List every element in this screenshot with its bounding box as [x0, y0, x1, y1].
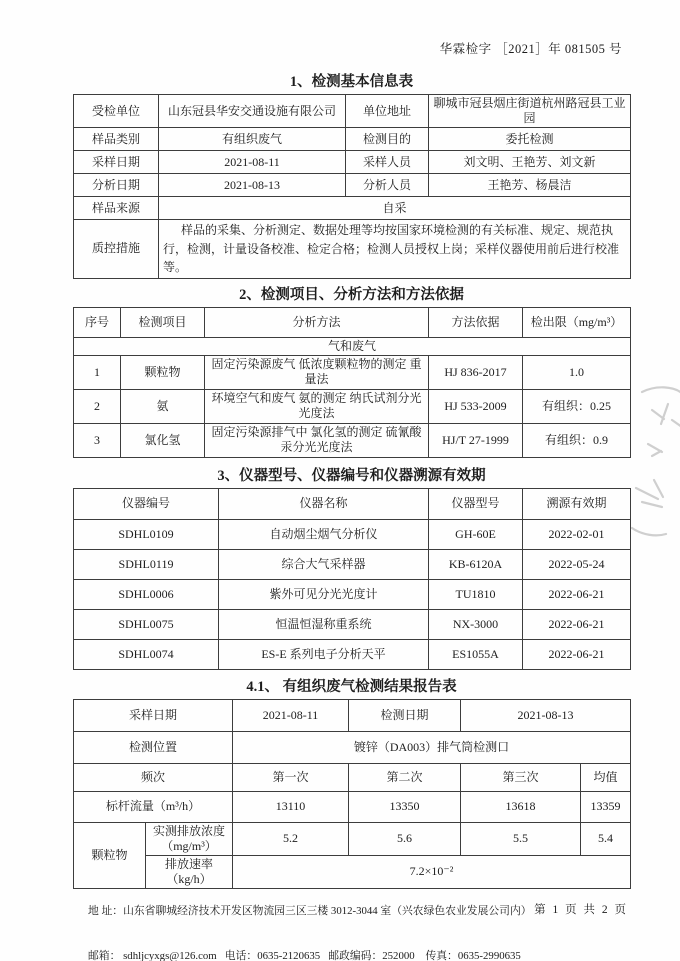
table-header-row	[74, 488, 631, 519]
table-row	[74, 549, 631, 579]
concentration-value: 5.6	[349, 822, 461, 855]
column-header: 均值	[581, 763, 631, 791]
table-row	[74, 355, 631, 389]
table-row	[74, 128, 631, 151]
section1-title: 1、检测基本信息表	[289, 74, 414, 90]
analysis-method: 固定污染源排气中 氯化氢的测定 硫氰酸汞分光光度法	[205, 423, 429, 457]
flow-value: 13359	[581, 791, 631, 822]
column-header: 检测项目	[121, 307, 205, 337]
category-band-row	[74, 337, 631, 355]
instrument-model: TU1810	[429, 579, 523, 609]
trace-valid-date: 2022-06-21	[523, 639, 631, 669]
table-row	[74, 389, 631, 423]
field-label: 样品类别	[74, 128, 159, 151]
flow-value: 13350	[349, 791, 461, 822]
field-value: 王艳芳、杨晨洁	[429, 174, 631, 197]
instrument-name: 自动烟尘烟气分析仪	[219, 519, 429, 549]
table-row	[74, 423, 631, 457]
trace-valid-date: 2022-02-01	[523, 519, 631, 549]
field-label: 检测位置	[74, 731, 233, 763]
field-label: 排放速率（kg/h）	[146, 855, 233, 888]
instrument-model: NX-3000	[429, 609, 523, 639]
section3-title: 3、仪器型号、仪器编号和仪器溯源有效期	[217, 467, 486, 484]
table-row	[74, 579, 631, 609]
emission-rate-value: 7.2×10⁻²	[233, 855, 631, 888]
instrument-model: ES1055A	[429, 639, 523, 669]
analysis-method: 固定污染源废气 低浓度颗粒物的测定 重量法	[205, 355, 429, 389]
table-row	[74, 731, 631, 763]
table-row	[74, 791, 631, 822]
column-header: 仪器编号	[74, 488, 219, 519]
table-row	[74, 197, 631, 220]
field-label: 实测排放浓度（mg/m³）	[146, 822, 233, 855]
basic-info-table	[73, 94, 631, 279]
concentration-value: 5.4	[581, 822, 631, 855]
column-header: 仪器名称	[219, 488, 429, 519]
table-row	[74, 639, 631, 669]
field-value: 山东冠县华安交通设施有限公司	[159, 95, 346, 128]
instrument-name: 紫外可见分光光度计	[219, 579, 429, 609]
field-value: 有组织废气	[159, 128, 346, 151]
table-row	[74, 763, 631, 791]
field-value: 委托检测	[429, 128, 631, 151]
instrument-model: KB-6120A	[429, 549, 523, 579]
analysis-method-table	[73, 307, 631, 458]
field-value: 自采	[159, 197, 631, 220]
column-header: 第三次	[461, 763, 581, 791]
table-row	[74, 220, 631, 279]
method-basis: HJ/T 27-1999	[429, 423, 523, 457]
field-value: 2021-08-11	[159, 151, 346, 174]
pollutant-label: 颗粒物	[74, 822, 146, 888]
field-label: 样品来源	[74, 197, 159, 220]
instrument-id: SDHL0074	[74, 639, 219, 669]
sample-date: 2021-08-11	[233, 699, 349, 731]
instrument-model: GH-60E	[429, 519, 523, 549]
section2-title: 2、检测项目、分析方法和方法依据	[239, 286, 464, 303]
test-item: 颗粒物	[121, 355, 205, 389]
field-label: 检测目的	[346, 128, 429, 151]
column-header: 检出限（mg/m³）	[523, 307, 631, 337]
table-row	[74, 95, 631, 128]
column-header: 分析方法	[205, 307, 429, 337]
partial-seal-stamp	[628, 382, 680, 546]
row-number: 1	[74, 355, 121, 389]
document-ref-number: 华霖检字 ［2021］年 081505 号	[439, 42, 622, 56]
footer-contact-line: 邮箱： sdhljcyxgs@126.com 电话：0635-2120635 邮政编码：252000 传真：0635-2990635	[88, 950, 521, 961]
row-number: 3	[74, 423, 121, 457]
row-number: 2	[74, 389, 121, 423]
field-label: 采样人员	[346, 151, 429, 174]
table-row	[74, 609, 631, 639]
field-label: 检测日期	[349, 699, 461, 731]
field-label: 采样日期	[74, 151, 159, 174]
field-value: 聊城市冠县烟庄街道杭州路冠县工业园	[429, 95, 631, 128]
section4-title: 4.1、 有组织废气检测结果报告表	[246, 678, 457, 695]
table-row	[74, 822, 631, 855]
column-header: 第一次	[233, 763, 349, 791]
instrument-name: 综合大气采样器	[219, 549, 429, 579]
detection-limit: 1.0	[523, 355, 631, 389]
method-basis: HJ 533-2009	[429, 389, 523, 423]
table-row	[74, 519, 631, 549]
column-header: 序号	[74, 307, 121, 337]
test-item: 氯化氢	[121, 423, 205, 457]
field-value: 刘文明、王艳芳、刘文新	[429, 151, 631, 174]
flow-value: 13110	[233, 791, 349, 822]
analysis-method: 环境空气和废气 氨的测定 纳氏试剂分光光度法	[205, 389, 429, 423]
field-label: 标杆流量（m³/h）	[74, 791, 233, 822]
field-label: 分析人员	[346, 174, 429, 197]
table-header-row	[74, 307, 631, 337]
detection-limit: 有组织：0.9	[523, 423, 631, 457]
field-label: 受检单位	[74, 95, 159, 128]
instrument-name: 恒温恒湿称重系统	[219, 609, 429, 639]
field-label: 质控措施	[74, 220, 159, 279]
page-number: 第 1 页 共 2 页	[534, 904, 628, 916]
column-header: 溯源有效期	[523, 488, 631, 519]
table-row	[74, 151, 631, 174]
trace-valid-date: 2022-06-21	[523, 579, 631, 609]
category-band: 气和废气	[74, 337, 631, 355]
field-label: 单位地址	[346, 95, 429, 128]
footer-address: 地 址：山东省聊城经济技术开发区物流园三区三楼 3012-3044 室（兴农绿色农业发展公司内）	[88, 905, 532, 917]
column-header: 方法依据	[429, 307, 523, 337]
method-basis: HJ 836-2017	[429, 355, 523, 389]
field-label: 频次	[74, 763, 233, 791]
footer-contact	[88, 874, 532, 961]
detection-limit: 有组织：0.25	[523, 389, 631, 423]
instrument-id: SDHL0109	[74, 519, 219, 549]
trace-valid-date: 2022-06-21	[523, 609, 631, 639]
instrument-name: ES-E 系列电子分析天平	[219, 639, 429, 669]
table-row	[74, 174, 631, 197]
column-header: 第二次	[349, 763, 461, 791]
table-row	[74, 699, 631, 731]
field-label: 采样日期	[74, 699, 233, 731]
document-body	[73, 74, 630, 889]
column-header: 仪器型号	[429, 488, 523, 519]
instrument-table	[73, 488, 631, 670]
flow-value: 13618	[461, 791, 581, 822]
concentration-value: 5.2	[233, 822, 349, 855]
test-item: 氨	[121, 389, 205, 423]
qc-measures-text: 样品的采集、分析测定、数据处理等均按国家环境检测的有关标准、规定、规范执行，检测，计量设备校准、检定合格；检测人员授权上岗；采样仪器使用前后进行校准等。	[159, 220, 631, 279]
result-report-table	[73, 699, 631, 889]
instrument-id: SDHL0075	[74, 609, 219, 639]
field-value: 2021-08-13	[159, 174, 346, 197]
field-label: 分析日期	[74, 174, 159, 197]
trace-valid-date: 2022-05-24	[523, 549, 631, 579]
concentration-value: 5.5	[461, 822, 581, 855]
test-location: 镀锌（DA003）排气筒检测口	[233, 731, 631, 763]
instrument-id: SDHL0119	[74, 549, 219, 579]
test-date: 2021-08-13	[461, 699, 631, 731]
instrument-id: SDHL0006	[74, 579, 219, 609]
